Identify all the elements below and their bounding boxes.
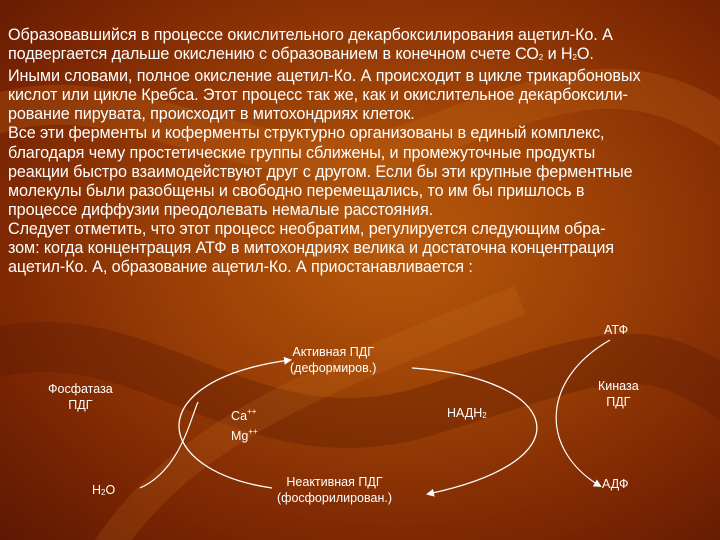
nadh-label: $НАДН_2$ — [447, 406, 487, 420]
text-line: Иными словами, полное окисление ацетил-Ко. А происходит в цикле трикарбоновых — [8, 67, 641, 86]
phosphatase-label: Фосфатаза ПДГ — [48, 382, 113, 412]
adf-label: АДФ — [602, 477, 629, 491]
atp-adp-arrow — [556, 340, 610, 486]
water-label: $Н_2О$ — [92, 483, 116, 497]
atf-label: АТФ — [604, 323, 629, 337]
h2o-branch-arrow — [140, 402, 198, 488]
text-line: зом: когда концентрация АТФ в митохондриях велика и достаточна концентрация — [8, 239, 614, 258]
text-line: Образовавшийся в процессе окислительного декарбоксилирования ацетил-Ко. А — [8, 26, 613, 44]
text-line: рование пирувата, происходит в митохондриях клеток. — [8, 105, 415, 124]
text-line: реакции быстро взаимодействуют друг с другом. Если бы эти крупные ферментные — [8, 162, 633, 181]
cations-label: Са++ Mg++ — [231, 407, 258, 443]
text-line: Все эти ферменты и коферменты структурно организованы в единый комплекс, — [8, 124, 605, 143]
text-line: ацетил-Ко. А, образование ацетил-Ко. А приостанавливается : — [8, 258, 473, 277]
text-line: благодаря чему простетические группы сближены, и промежуточные продукты — [8, 143, 596, 162]
text-line: подвергается дальше окислению с образованием в конечном счете $СО_2$ и $Н_2О$. — [8, 45, 594, 64]
text-line: молекулы были разобщены и свободно перемещались, то им бы пришлось в — [8, 181, 585, 200]
text-line: кислот или цикле Кребса. Этот процесс так же, как и окислительное декарбоксили- — [8, 86, 628, 105]
active-pdg-label: Активная ПДГ (деформиров.) — [290, 345, 377, 375]
text-line: Следует отметить, что этот процесс необратим, регулируется следующим обра- — [8, 219, 606, 238]
inactive-pdg-label: Неактивная ПДГ (фосфорилирован.) — [277, 475, 392, 505]
kinase-label: Киназа ПДГ — [598, 379, 639, 409]
kinase-arrow — [412, 368, 537, 494]
text-line: процессе диффузии преодолевать немалые расстояния. — [8, 200, 434, 219]
